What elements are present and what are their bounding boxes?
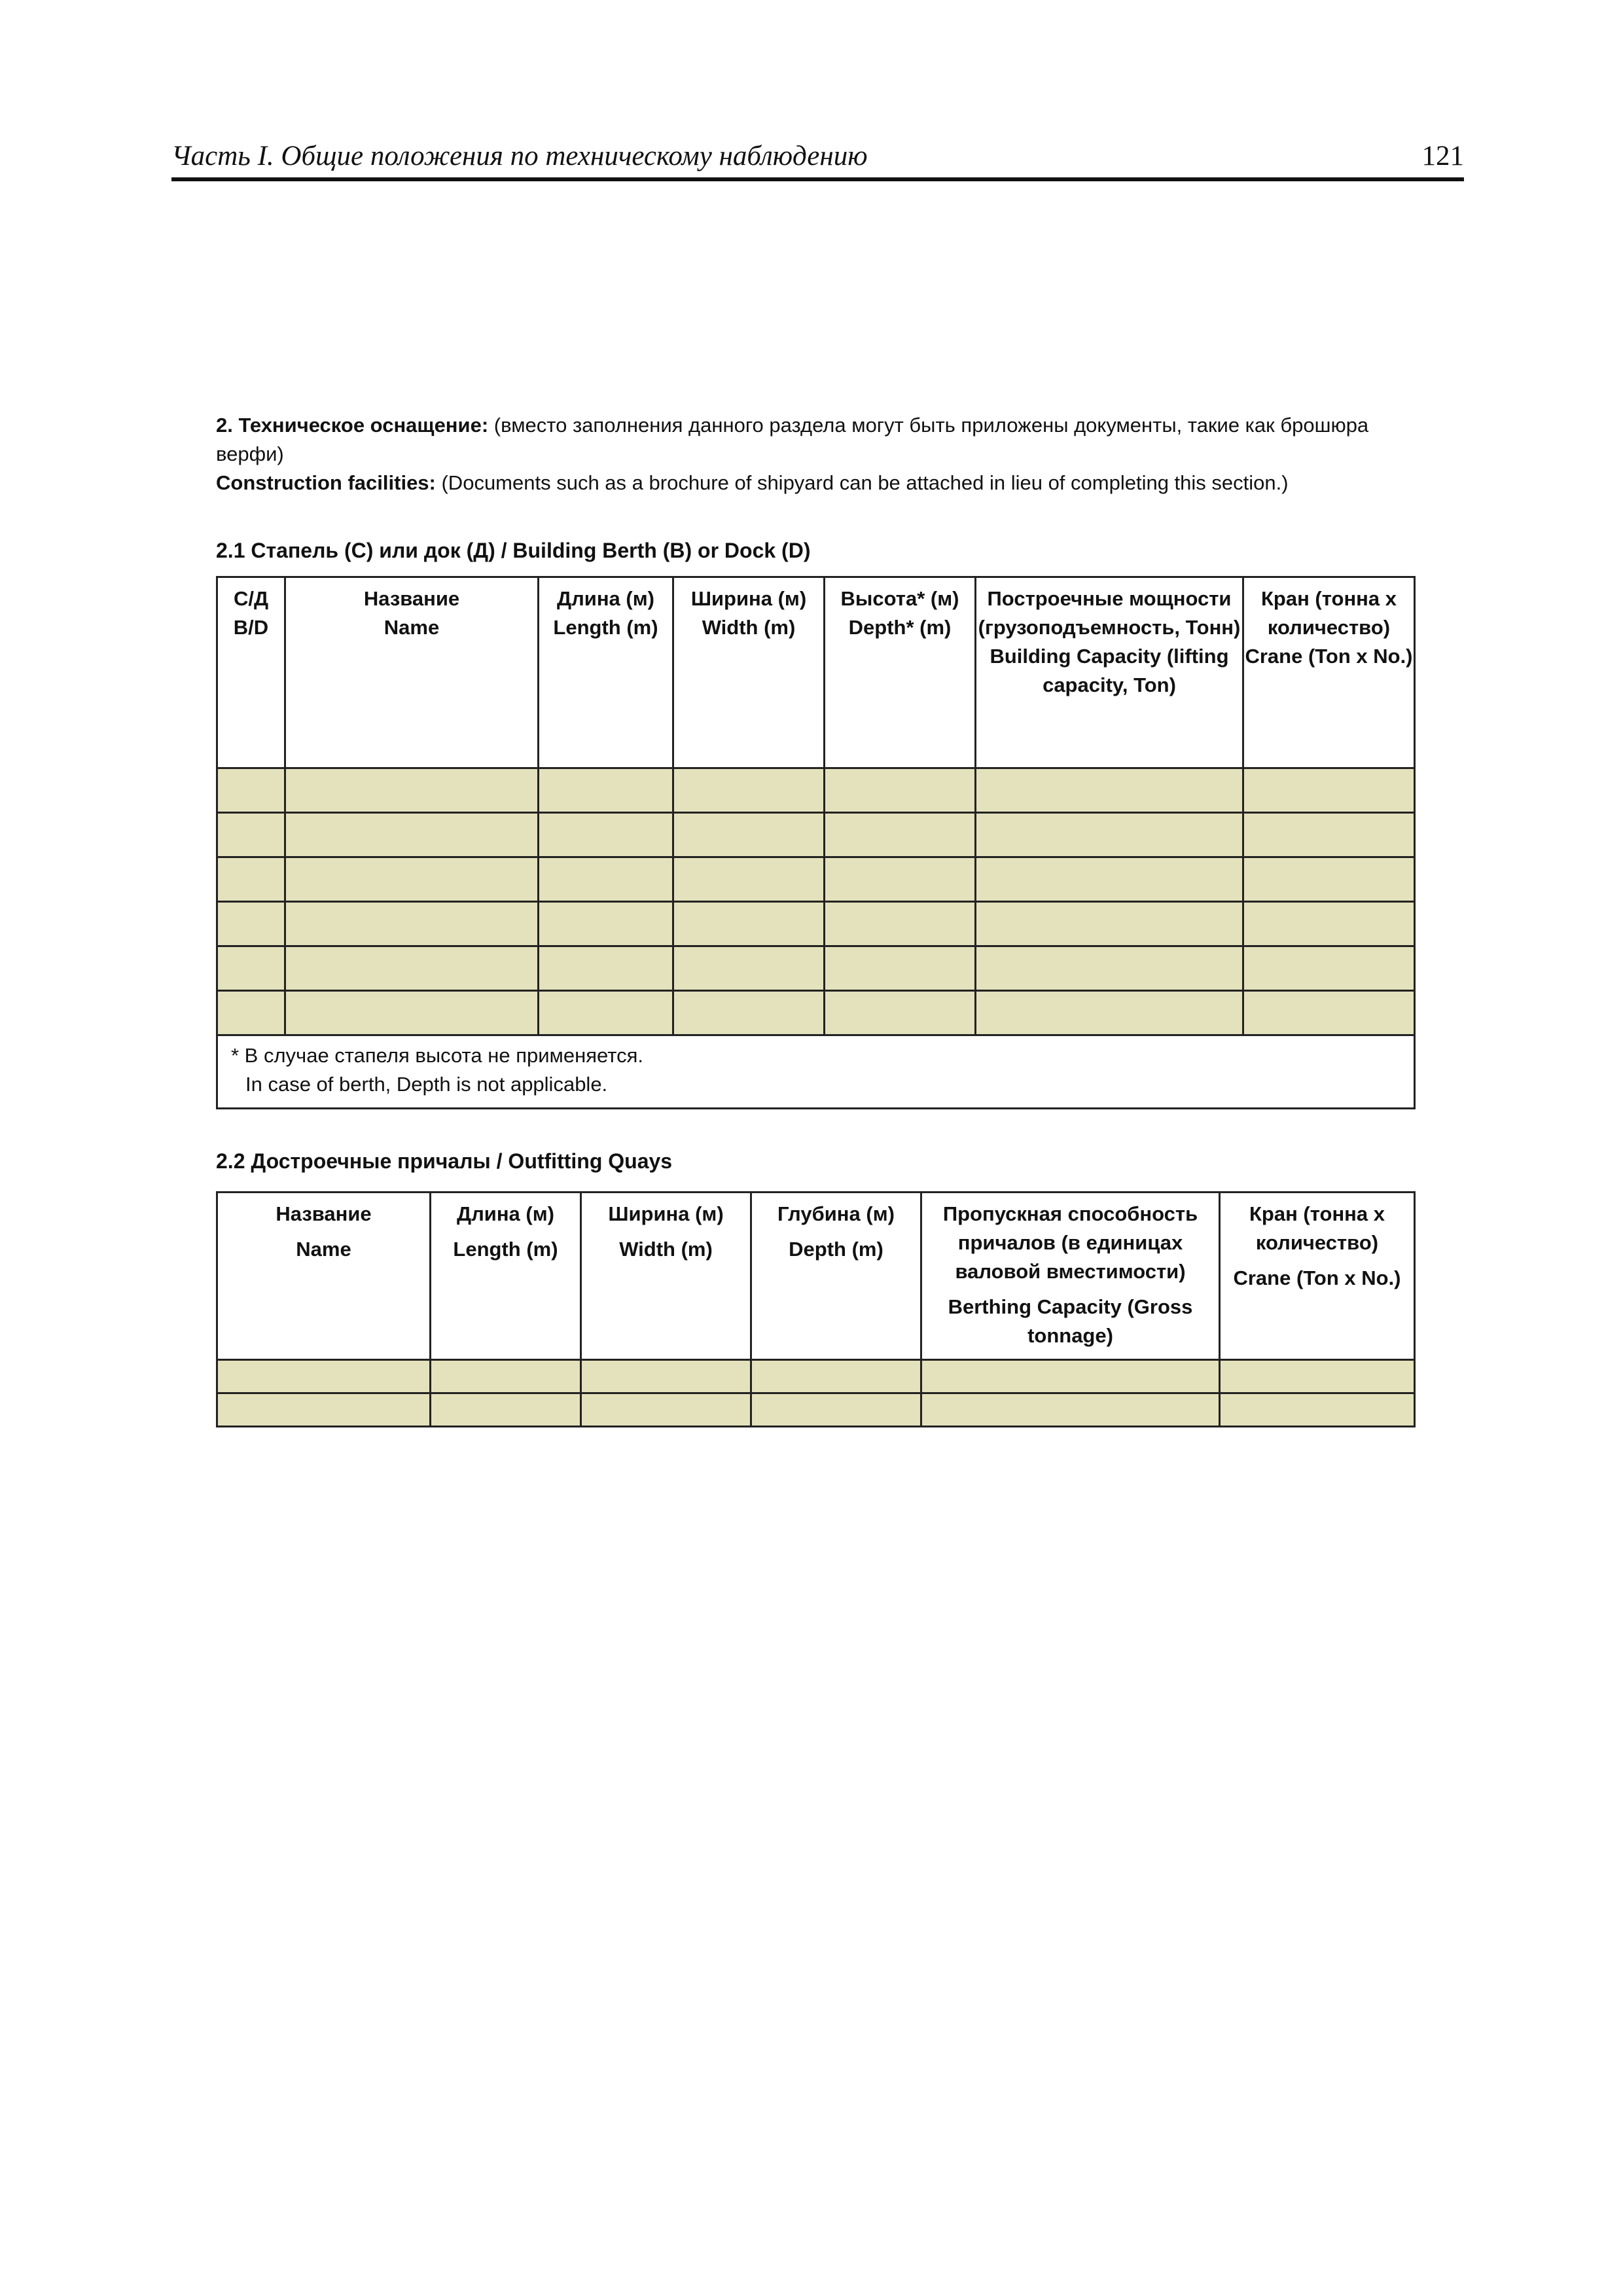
col-header-crane: Кран (тонна x количество) Crane (Ton x No.)	[1243, 577, 1415, 768]
input-cell[interactable]	[1220, 1360, 1415, 1393]
input-cell[interactable]	[217, 813, 285, 857]
input-cell[interactable]	[1243, 902, 1415, 946]
input-cell[interactable]	[539, 857, 673, 902]
input-cell[interactable]	[285, 946, 539, 991]
input-cell[interactable]	[285, 768, 539, 813]
col-header-length: Длина (м) Length (m)	[431, 1193, 581, 1360]
input-cell[interactable]	[285, 857, 539, 902]
input-cell[interactable]	[751, 1393, 921, 1427]
intro-en-text: (Documents such as a brochure of shipyard can be attached in lieu of completing this section.)	[435, 471, 1289, 494]
col-header-width: Ширина (м) Width (m)	[673, 577, 825, 768]
footnote-ru: * В случае стапеля высота не применяется.	[231, 1044, 643, 1067]
input-cell[interactable]	[673, 946, 825, 991]
col-header-name: Название Name	[285, 577, 539, 768]
table-row	[217, 902, 1415, 946]
building-berth-table	[216, 576, 1416, 1109]
input-cell[interactable]	[976, 946, 1243, 991]
table-row	[217, 1393, 1415, 1427]
outfitting-quays-table	[216, 1191, 1416, 1427]
col-header-cd: С/Д B/D	[217, 577, 285, 768]
intro-ru-heading: 2. Техническое оснащение:	[216, 414, 489, 437]
table-note-row	[217, 1035, 1415, 1109]
input-cell[interactable]	[673, 768, 825, 813]
input-cell[interactable]	[976, 768, 1243, 813]
input-cell[interactable]	[217, 857, 285, 902]
input-cell[interactable]	[825, 813, 976, 857]
intro-ru-text: (вместо заполнения данного раздела могут быть приложены документы, такие как брошюра верфи)	[216, 414, 1369, 465]
input-cell[interactable]	[581, 1360, 751, 1393]
table1-title: 2.1 Стапель (С) или док (Д) / Building Berth (B) or Dock (D)	[216, 539, 811, 562]
intro-en	[216, 469, 1414, 497]
input-cell[interactable]	[285, 813, 539, 857]
col-header-length: Длина (м) Length (m)	[539, 577, 673, 768]
col-header-berthing-capacity: Пропускная способность причалов (в единицах валовой вместимости) Berthing Capacity (Gross tonnage)	[921, 1193, 1220, 1360]
input-cell[interactable]	[539, 768, 673, 813]
table-row	[217, 857, 1415, 902]
table-row	[217, 1360, 1415, 1393]
intro-en-heading: Construction facilities:	[216, 471, 436, 494]
input-cell[interactable]	[1220, 1393, 1415, 1427]
table-row	[217, 768, 1415, 813]
input-cell[interactable]	[217, 768, 285, 813]
input-cell[interactable]	[1243, 857, 1415, 902]
table2-title: 2.2 Достроечные причалы / Outfitting Quays	[216, 1149, 673, 1173]
input-cell[interactable]	[1243, 813, 1415, 857]
input-cell[interactable]	[539, 813, 673, 857]
input-cell[interactable]	[976, 813, 1243, 857]
input-cell[interactable]	[539, 991, 673, 1035]
input-cell[interactable]	[825, 902, 976, 946]
input-cell[interactable]	[217, 1393, 431, 1427]
input-cell[interactable]	[825, 768, 976, 813]
table-header-row	[217, 1193, 1415, 1360]
input-cell[interactable]	[825, 857, 976, 902]
input-cell[interactable]	[825, 946, 976, 991]
input-cell[interactable]	[1243, 991, 1415, 1035]
table-row	[217, 813, 1415, 857]
input-cell[interactable]	[431, 1360, 581, 1393]
input-cell[interactable]	[217, 1360, 431, 1393]
col-header-name: Название Name	[217, 1193, 431, 1360]
input-cell[interactable]	[431, 1393, 581, 1427]
input-cell[interactable]	[751, 1360, 921, 1393]
input-cell[interactable]	[1243, 768, 1415, 813]
input-cell[interactable]	[217, 902, 285, 946]
input-cell[interactable]	[921, 1360, 1220, 1393]
footnote-en: In case of berth, Depth is not applicable.	[245, 1073, 608, 1096]
input-cell[interactable]	[976, 991, 1243, 1035]
input-cell[interactable]	[976, 857, 1243, 902]
page-number: 121	[1421, 141, 1464, 171]
table-header-row	[217, 577, 1415, 768]
table-footnote	[217, 1035, 1415, 1109]
input-cell[interactable]	[539, 902, 673, 946]
col-header-width: Ширина (м) Width (m)	[581, 1193, 751, 1360]
input-cell[interactable]	[673, 902, 825, 946]
table-row	[217, 991, 1415, 1035]
col-header-depth: Глубина (м) Depth (m)	[751, 1193, 921, 1360]
input-cell[interactable]	[217, 991, 285, 1035]
input-cell[interactable]	[673, 857, 825, 902]
input-cell[interactable]	[976, 902, 1243, 946]
running-title: Часть I. Общие положения по техническому наблюдению	[171, 141, 868, 171]
input-cell[interactable]	[673, 813, 825, 857]
input-cell[interactable]	[581, 1393, 751, 1427]
col-header-depth: Высота* (м) Depth* (m)	[825, 577, 976, 768]
input-cell[interactable]	[1243, 946, 1415, 991]
input-cell[interactable]	[285, 902, 539, 946]
input-cell[interactable]	[217, 946, 285, 991]
input-cell[interactable]	[539, 946, 673, 991]
col-header-building-capacity: Построечные мощности (грузоподъемность, Тонн) Building Capacity (lifting capacity, Ton)	[976, 577, 1243, 768]
input-cell[interactable]	[673, 991, 825, 1035]
input-cell[interactable]	[921, 1393, 1220, 1427]
input-cell[interactable]	[825, 991, 976, 1035]
input-cell[interactable]	[285, 991, 539, 1035]
page-header	[171, 141, 1464, 181]
col-header-crane: Кран (тонна x количество) Crane (Ton x No.)	[1220, 1193, 1415, 1360]
intro-ru	[216, 411, 1414, 469]
table-row	[217, 946, 1415, 991]
intro-paragraph	[216, 411, 1414, 497]
